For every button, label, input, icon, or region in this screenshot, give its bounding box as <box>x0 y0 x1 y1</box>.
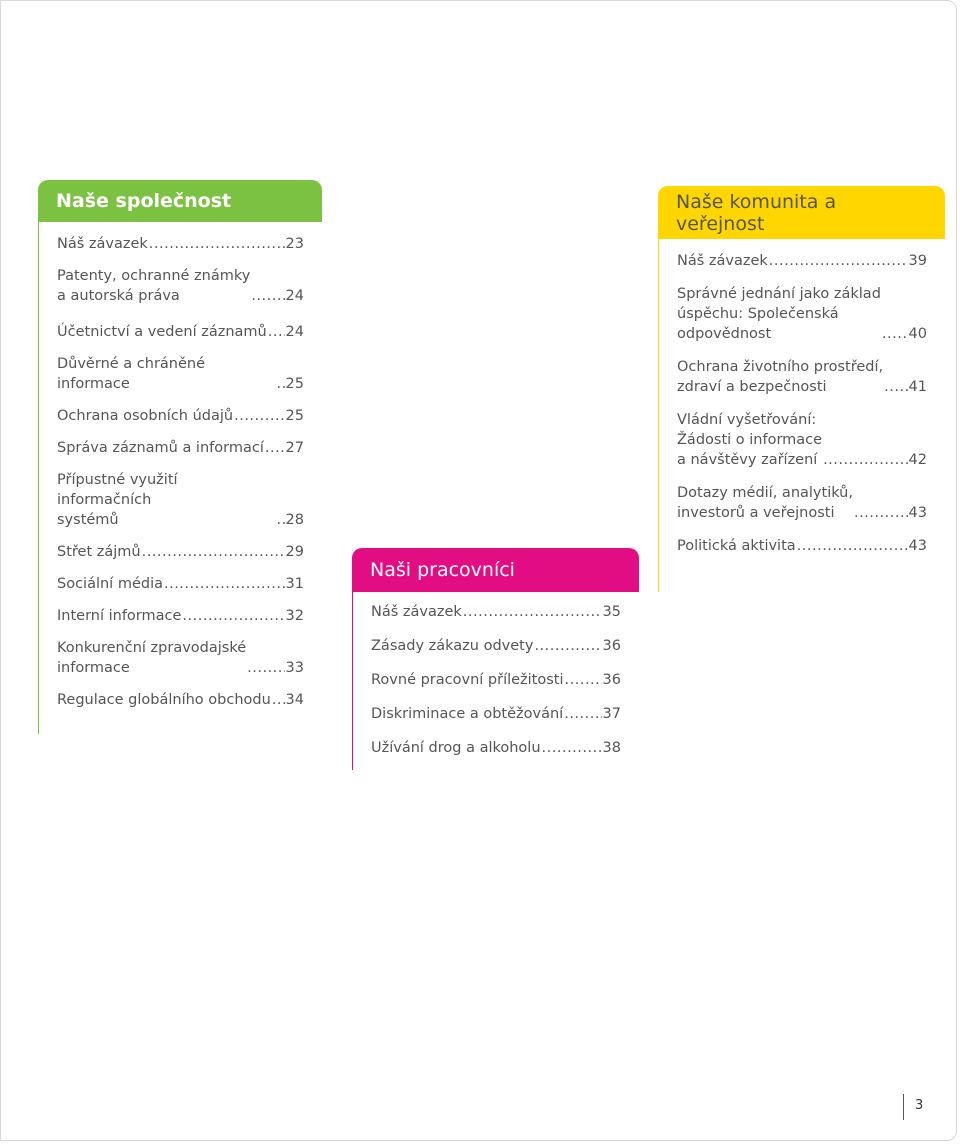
toc-entry-title: Střet zájmů <box>57 544 141 560</box>
dot-leader <box>268 322 285 342</box>
toc-entry[interactable] <box>677 251 927 271</box>
dot-leader <box>247 658 284 678</box>
toc-entry[interactable] <box>57 638 304 678</box>
toc-entry-page: 43 <box>908 538 927 554</box>
toc-entry-title: Diskriminace a obtěžování <box>371 706 564 722</box>
toc-list <box>658 239 945 592</box>
toc-entry[interactable] <box>371 704 621 724</box>
toc-entry[interactable] <box>57 406 304 426</box>
section-title: Naši pracovníci <box>352 548 639 592</box>
toc-entry-page: 32 <box>285 608 304 624</box>
toc-entry-page: 41 <box>908 379 927 395</box>
toc-entry-title: Správa záznamů a informací <box>57 440 264 456</box>
page-number-divider <box>903 1094 904 1120</box>
toc-entry-page: 36 <box>602 672 621 688</box>
dot-leader <box>565 670 602 690</box>
section-title: Naše společnost <box>38 180 322 222</box>
dot-leader <box>251 286 284 306</box>
toc-entry-title: Náš závazek <box>371 604 462 620</box>
toc-list <box>38 222 322 734</box>
section-nasi-pracovnici <box>352 548 639 770</box>
toc-entry[interactable] <box>677 357 927 397</box>
section-nase-spolecnost <box>38 180 322 734</box>
toc-entry[interactable] <box>57 574 304 594</box>
toc-entry[interactable] <box>677 536 927 556</box>
dot-leader <box>882 324 908 344</box>
dot-leader <box>272 690 285 710</box>
toc-entry-page: 42 <box>908 452 927 468</box>
dot-leader <box>234 406 284 426</box>
dot-leader <box>265 438 285 458</box>
toc-entry-title: Náš závazek <box>677 253 768 269</box>
dot-leader <box>797 536 908 556</box>
toc-entry[interactable] <box>57 234 304 254</box>
toc-entry-page: 29 <box>285 544 304 560</box>
toc-entry[interactable] <box>57 266 304 306</box>
toc-entry[interactable] <box>57 438 304 458</box>
toc-entry-title: Náš závazek <box>57 236 148 252</box>
dot-leader <box>182 606 284 626</box>
toc-entry[interactable] <box>371 602 621 622</box>
toc-entry-page: 33 <box>285 660 304 676</box>
toc-entry-title: Ochrana životního prostředí, zdraví a bezpečnosti <box>677 359 884 395</box>
toc-entry[interactable] <box>677 284 927 344</box>
dot-leader <box>769 251 908 271</box>
toc-entry-title: Sociální média <box>57 576 163 592</box>
toc-entry-page: 23 <box>285 236 304 252</box>
toc-entry-title: Patenty, ochranné známky a autorská práva <box>57 268 251 304</box>
toc-entry-title: Ochrana osobních údajů <box>57 408 234 424</box>
toc-entry-page: 28 <box>285 512 304 528</box>
toc-entry-title: Politická aktivita <box>677 538 796 554</box>
toc-entry-page: 25 <box>285 376 304 392</box>
toc-entry-title: Účetnictví a vedení záznamů <box>57 324 267 340</box>
dot-leader <box>564 704 601 724</box>
toc-entry-page: 40 <box>908 326 927 342</box>
toc-entry-title: Správné jednání jako základ úspěchu: Společenská odpovědnost <box>677 286 881 342</box>
toc-entry-page: 24 <box>285 324 304 340</box>
dot-leader <box>164 574 285 594</box>
toc-entry-page: 24 <box>285 288 304 304</box>
toc-entry-page: 27 <box>285 440 304 456</box>
toc-entry[interactable] <box>57 354 304 394</box>
dot-leader <box>463 602 602 622</box>
dot-leader <box>854 503 908 523</box>
section-title: Naše komunita a veřejnost <box>658 186 945 239</box>
toc-entry-title: Důvěrné a chráněné informace <box>57 356 206 392</box>
toc-entry-page: 37 <box>602 706 621 722</box>
dot-leader <box>142 542 285 562</box>
toc-entry-page: 43 <box>908 505 927 521</box>
dot-leader <box>277 510 285 530</box>
dot-leader <box>884 377 907 397</box>
toc-entry[interactable] <box>677 410 927 470</box>
toc-entry[interactable] <box>371 636 621 656</box>
toc-entry[interactable] <box>57 470 304 530</box>
toc-entry-title: Zásady zákazu odvety <box>371 638 534 654</box>
toc-entry[interactable] <box>371 738 621 758</box>
toc-entry-page: 34 <box>285 692 304 708</box>
page-number: 3 <box>915 1098 924 1113</box>
toc-entry[interactable] <box>371 670 621 690</box>
dot-leader <box>149 234 285 254</box>
toc-entry-page: 31 <box>285 576 304 592</box>
dot-leader <box>534 636 601 656</box>
toc-entry-page: 35 <box>602 604 621 620</box>
toc-entry-title: Užívání drog a alkoholu <box>371 740 541 756</box>
toc-entry-page: 38 <box>602 740 621 756</box>
toc-list <box>352 592 639 770</box>
toc-entry-title: Rovné pracovní příležitosti <box>371 672 564 688</box>
toc-entry-page: 39 <box>908 253 927 269</box>
toc-entry-title: Vládní vyšetřování: Žádosti o informace a návštěvy zařízení <box>677 412 823 468</box>
toc-entry-title: Regulace globálního obchodu <box>57 692 271 708</box>
dot-leader <box>823 450 907 470</box>
toc-entry-title: Přípustné využití informačních systémů <box>57 472 178 528</box>
toc-entry-page: 25 <box>285 408 304 424</box>
toc-entry[interactable] <box>57 690 304 710</box>
toc-entry[interactable] <box>57 606 304 626</box>
toc-entry[interactable] <box>57 322 304 342</box>
dot-leader <box>542 738 602 758</box>
toc-entry[interactable] <box>677 483 927 523</box>
toc-entry-title: Interní informace <box>57 608 182 624</box>
toc-entry-title: Dotazy médií, analytiků, investorů a veřejnosti <box>677 485 853 521</box>
toc-entry[interactable] <box>57 542 304 562</box>
dot-leader <box>277 374 285 394</box>
toc-entry-title: Konkurenční zpravodajské informace <box>57 640 247 676</box>
section-nase-komunita <box>658 186 945 592</box>
toc-entry-page: 36 <box>602 638 621 654</box>
